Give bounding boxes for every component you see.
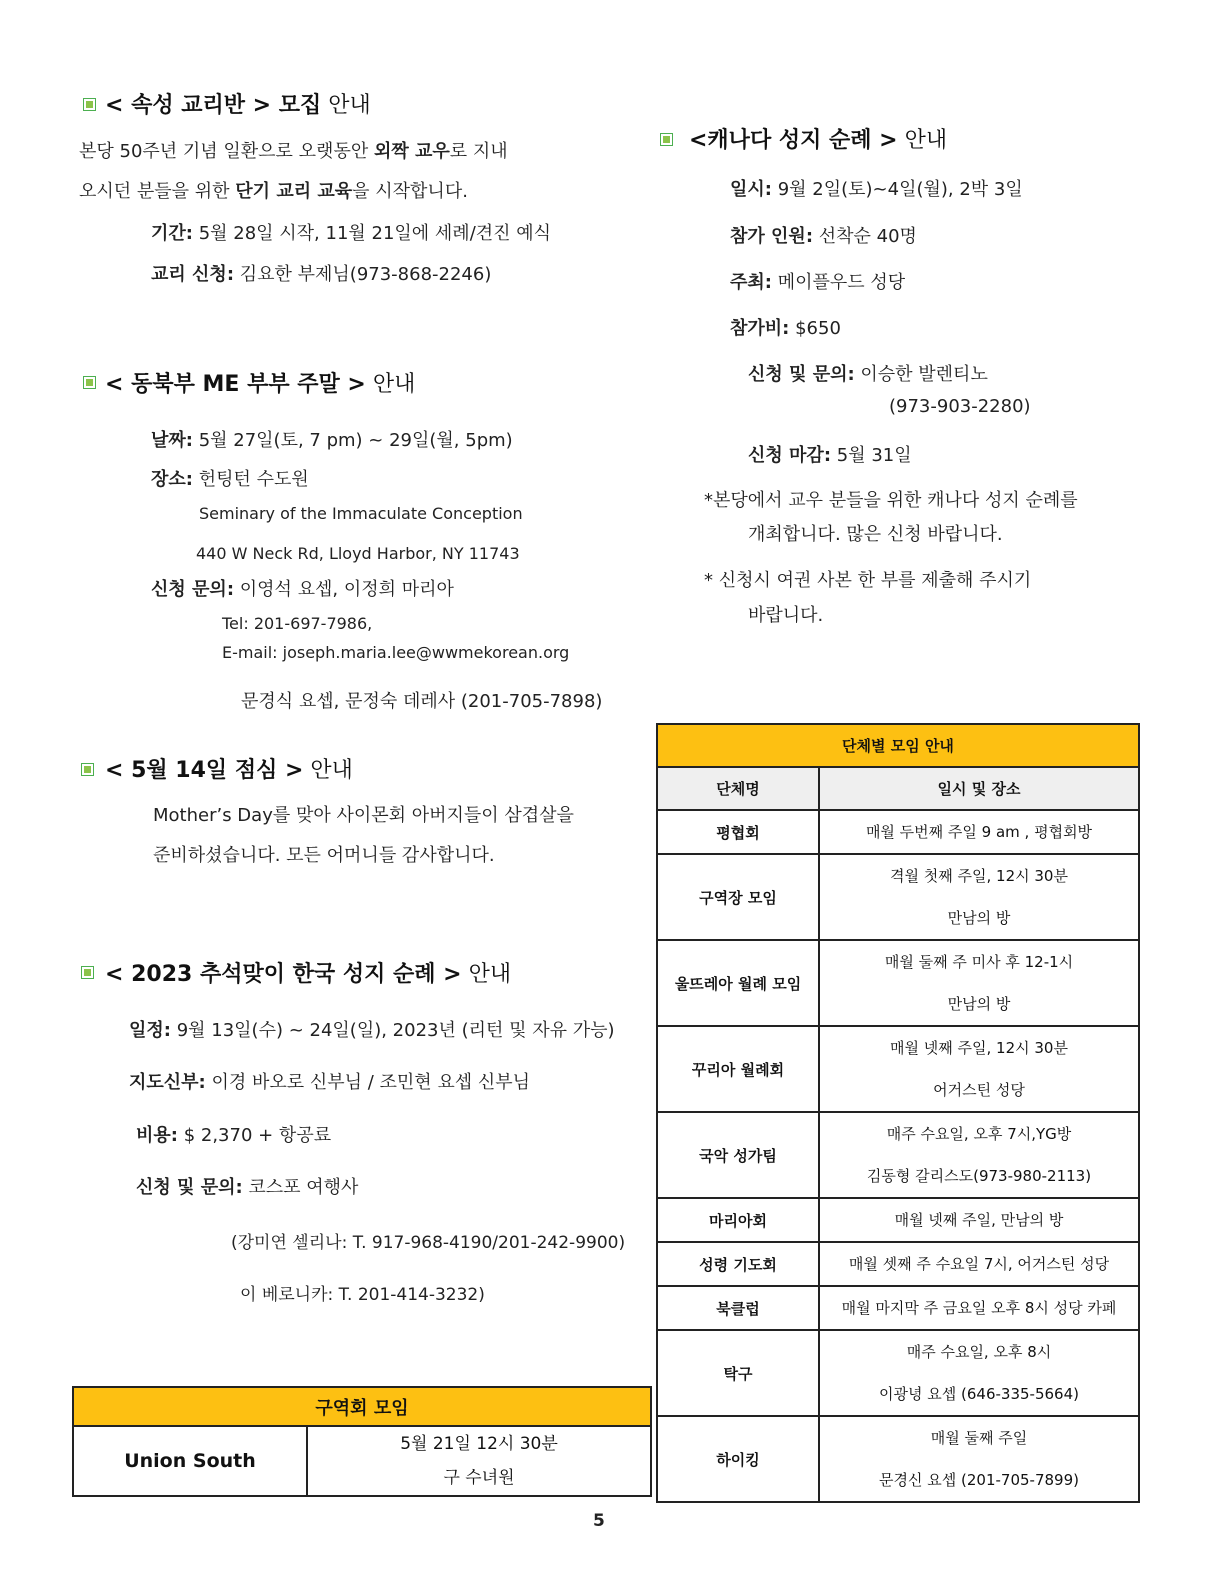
label: 주최: [730, 272, 772, 293]
group-name: 울뜨레아 월례 모임 [657, 940, 819, 1026]
value: 김요한 부제님(973-868-2246) [234, 264, 492, 285]
value: 9월 13일(수) ~ 24일(일), 2023년 (리턴 및 자유 가능) [170, 1020, 615, 1041]
schedule-line: 이광녕 요셉 (646-335-5664) [879, 1385, 1079, 1403]
group-table-body [657, 810, 1139, 1502]
schedule-line: 매주 수요일, 오후 7시,YG방 [886, 1125, 1072, 1143]
schedule-line: 김동형 갈리스도(973-980-2113) [866, 1167, 1092, 1185]
title-rest: 안내 [303, 758, 353, 783]
label: 비용: [136, 1125, 178, 1146]
me-place [151, 465, 309, 491]
label: 참가비: [730, 318, 790, 339]
table-row [657, 854, 1139, 940]
me-date [151, 426, 513, 452]
group-name: 탁구 [657, 1330, 819, 1416]
region-time: 5월 21일 12시 30분 [400, 1434, 558, 1454]
schedule-line: 매월 둘째 주 미사 후 12-1시 [884, 953, 1074, 971]
group-name: 꾸리아 월례회 [657, 1026, 819, 1112]
group-name: 국악 성가팀 [657, 1112, 819, 1198]
korea-apply [136, 1173, 358, 1199]
label: 일정: [129, 1020, 171, 1041]
region-table-title: 구역회 모임 [73, 1387, 651, 1426]
region-name: Union South [73, 1426, 307, 1496]
bullet-square-icon [81, 763, 94, 776]
table-row [657, 1330, 1139, 1416]
group-name: 마리아회 [657, 1198, 819, 1242]
group-name: 북클럽 [657, 1286, 819, 1330]
text: 로 지내 [449, 141, 508, 162]
me-place-line3: 440 W Neck Rd, Lloyd Harbor, NY 11743 [196, 544, 520, 563]
region-meeting-table [72, 1386, 652, 1497]
bullet-square-icon [83, 98, 96, 111]
text-bold: 외짝 교우 [373, 141, 450, 162]
korea-apply-line2: (강미연 셀리나: T. 917-968-4190/201-242-9900) [231, 1233, 626, 1253]
value: 헌팅턴 수도원 [192, 469, 309, 490]
canada-note2b: 바랍니다. [748, 605, 824, 626]
schedule-line: 매주 수요일, 오후 8시 [906, 1343, 1052, 1361]
table-row [657, 1198, 1139, 1242]
group-meetings-table [656, 723, 1140, 1503]
korea-cost [136, 1121, 331, 1147]
value: 5월 27일(토, 7 pm) ~ 29일(월, 5pm) [192, 430, 513, 451]
canada-contact [748, 360, 988, 386]
text: 본당 50주년 기념 일환으로 오랫동안 [79, 141, 374, 162]
bullet-square-icon [660, 133, 673, 146]
title-bold: < 2023 추석맞이 한국 성지 순례 > [105, 962, 462, 987]
value: 5월 28일 시작, 11월 21일에 세례/견진 예식 [192, 223, 552, 244]
value: $ 2,370 + 항공료 [177, 1125, 332, 1146]
schedule-line: 매월 두번째 주일 9 am , 평협회방 [865, 823, 1093, 841]
group-table-title: 단체별 모임 안내 [657, 724, 1139, 767]
catechism-line1 [79, 137, 508, 163]
region-place: 구 수녀원 [443, 1468, 515, 1488]
page-number: 5 [593, 1511, 605, 1531]
table-row [657, 1026, 1139, 1112]
text: 을 시작합니다. [352, 181, 468, 202]
korea-priest [129, 1068, 530, 1094]
canada-host [730, 268, 905, 294]
section-title-korea-pilgrimage [105, 957, 511, 988]
korea-apply-line3: 이 베로니카: T. 201-414-3232) [240, 1285, 485, 1305]
table-row [657, 1242, 1139, 1286]
table-row [657, 810, 1139, 854]
group-name: 구역장 모임 [657, 854, 819, 940]
value: 이영석 요셉, 이정희 마리아 [234, 579, 454, 600]
label: 신청 및 문의: [136, 1177, 243, 1198]
group-schedule [819, 1416, 1139, 1502]
schedule-line: 매월 넷째 주일, 12시 30분 [890, 1039, 1068, 1057]
value: 이경 바오로 신부님 / 조민현 요셉 신부님 [205, 1072, 531, 1093]
schedule-line: 어거스틴 성당 [933, 1081, 1025, 1099]
text: 오시던 분들을 위한 [79, 181, 236, 202]
group-schedule [819, 810, 1139, 854]
value: 이승한 발렌티노 [854, 364, 988, 385]
title-rest: 안내 [897, 128, 948, 153]
label: 참가 인원: [730, 226, 814, 247]
schedule-line: 매월 마지막 주 금요일 오후 8시 성당 카페 [841, 1299, 1117, 1317]
bullet-square-icon [81, 966, 94, 979]
lunch-line1: Mother’s Day를 맞아 사이몬회 아버지들이 삼겹살을 [153, 805, 574, 826]
group-schedule [819, 1112, 1139, 1198]
label: 기간: [151, 223, 193, 244]
value: 9월 2일(토)~4일(월), 2박 3일 [771, 179, 1023, 200]
me-contact2: 문경식 요셉, 문정숙 데레사 (201-705-7898) [241, 691, 603, 712]
label: 신청 마감: [748, 445, 832, 466]
schedule-line: 매월 둘째 주일 [930, 1429, 1028, 1447]
label: 날짜: [151, 430, 193, 451]
title-bold: < 속성 교리반 > 모집 [105, 93, 322, 118]
group-name: 평협회 [657, 810, 819, 854]
title-bold: < 5월 14일 점심 > [105, 758, 304, 783]
label: 일시: [730, 179, 772, 200]
me-tel: Tel: 201-697-7986, [222, 614, 373, 633]
catechism-line2 [79, 177, 468, 203]
schedule-line: 매월 넷째 주일, 만남의 방 [894, 1211, 1064, 1229]
schedule-line: 격월 첫째 주일, 12시 30분 [890, 867, 1068, 885]
me-email[interactable]: E-mail: joseph.maria.lee@wwmekorean.org [222, 643, 570, 662]
title-bold: <캐나다 성지 순례 > [689, 128, 898, 153]
title-rest: 안내 [365, 372, 416, 397]
group-name: 하이킹 [657, 1416, 819, 1502]
group-table-col-name: 단체명 [657, 767, 819, 810]
table-row [657, 940, 1139, 1026]
canada-contact-phone: (973-903-2280) [889, 396, 1031, 417]
group-schedule [819, 940, 1139, 1026]
group-schedule [819, 1330, 1139, 1416]
lunch-line2: 준비하셨습니다. 모든 어머니들 감사합니다. [153, 845, 495, 866]
value: 5월 31일 [831, 445, 912, 466]
me-contact [151, 575, 454, 601]
section-title-catechism [105, 88, 371, 119]
bullet-square-icon [83, 376, 96, 389]
canada-note2a: * 신청시 여권 사본 한 부를 제출해 주시기 [704, 570, 1032, 591]
canada-people [730, 222, 917, 248]
label: 신청 문의: [151, 579, 235, 600]
text-bold: 단기 교리 교육 [235, 181, 353, 202]
schedule-line: 문경신 요셉 (201-705-7899) [879, 1471, 1079, 1489]
section-title-me-weekend [105, 367, 415, 398]
region-details [307, 1426, 651, 1496]
label: 지도신부: [129, 1072, 206, 1093]
title-rest: 안내 [321, 93, 371, 118]
value: 메이플우드 성당 [771, 272, 906, 293]
canada-date [730, 175, 1023, 201]
group-schedule [819, 1242, 1139, 1286]
catechism-apply [151, 260, 491, 286]
label: 신청 및 문의: [748, 364, 855, 385]
group-schedule [819, 1286, 1139, 1330]
value: 코스포 여행사 [242, 1177, 359, 1198]
value: 선착순 40명 [813, 226, 917, 247]
catechism-period [151, 219, 551, 245]
label: 교리 신청: [151, 264, 235, 285]
schedule-line: 만남의 방 [947, 909, 1011, 927]
section-title-canada-pilgrimage [689, 123, 947, 154]
group-schedule [819, 1198, 1139, 1242]
canada-note1a: *본당에서 교우 분들을 위한 캐나다 성지 순례를 [704, 490, 1078, 511]
korea-schedule [129, 1016, 615, 1042]
me-place-line2: Seminary of the Immaculate Conception [199, 504, 523, 523]
group-table-col-schedule: 일시 및 장소 [819, 767, 1139, 810]
title-bold: < 동북부 ME 부부 주말 > [105, 372, 366, 397]
value: $650 [789, 318, 841, 339]
canada-fee [730, 314, 841, 340]
table-row [657, 1416, 1139, 1502]
group-schedule [819, 1026, 1139, 1112]
group-schedule [819, 854, 1139, 940]
title-rest: 안내 [461, 962, 512, 987]
label: 장소: [151, 469, 193, 490]
group-name: 성령 기도회 [657, 1242, 819, 1286]
schedule-line: 만남의 방 [947, 995, 1011, 1013]
schedule-line: 매월 셋째 주 수요일 7시, 어거스틴 성당 [848, 1255, 1110, 1273]
section-title-lunch [105, 753, 353, 784]
table-row [657, 1286, 1139, 1330]
canada-deadline [748, 441, 912, 467]
canada-note1b: 개최합니다. 많은 신청 바랍니다. [748, 524, 1003, 545]
table-row [657, 1112, 1139, 1198]
